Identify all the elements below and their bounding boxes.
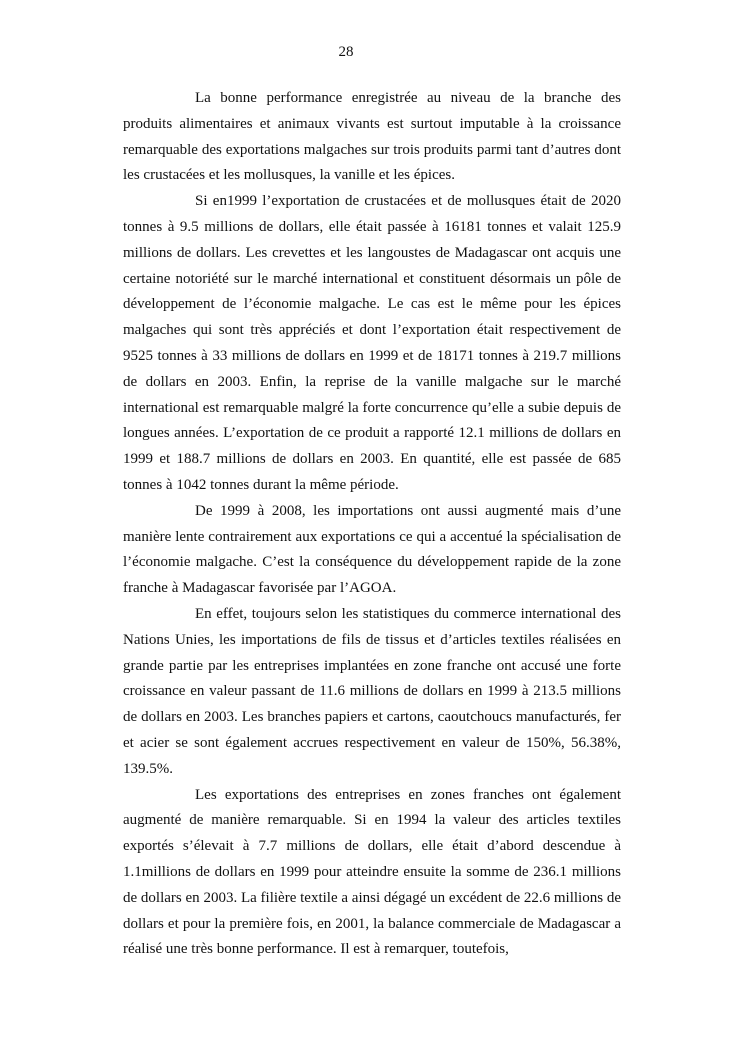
paragraph-free-zone-exports: Les exportations des entreprises en zones franches ont également augmenté de manière remarquable. Si en 1994 la valeur des articles textiles exportés s’élevait à 7.7 millions de dollars, elle était d’abord descendue à 1.1millions de dollars en 1999 pour atteindre ensuite la somme de 236.1 millions de dollars en 2003. La filière textile a ainsi dégagé un excédent de 22.6 millions de dollars et pour la première fois, en 2001, la balance commerciale de Madagascar a réalisé une très bonne performance. Il est à remarquer, toutefois, xyxy=(123,786,621,958)
paragraph-crustaceans-spices-vanilla: Si en1999 l’exportation de crustacées et de mollusques était de 2020 tonnes à 9.5 millions de dollars, elle était passée à 16181 tonnes et valait 125.9 millions de dollars. Les crevettes et les langoustes de Madagascar ont acquis une certaine notoriété sur le marché international et constituent désormais un pôle de développement de l’économie malgache. Le cas est le même pour les épices malgaches qui sont très appréciés et dont l’exportation était respectivement de 9525 tonnes à 33 millions de dollars en 1999 et de 18171 tonnes à 219.7 millions de dollars en 2003. Enfin, la reprise de la vanille malgache sur le marché international est remarquable malgré la forte concurrence qu’elle a subie depuis de longues années. L’exportation de ce produit a rapporté 12.1 millions de dollars en 1999 et 188.7 millions de dollars en 2003. En quantité, elle est passée de 685 tonnes à 1042 tonnes durant la même période. xyxy=(123,193,621,493)
paragraph-imports-growth: De 1999 à 2008, les importations ont aussi augmenté mais d’une manière lente contrairement aux exportations ce qui a accentué la spécialisation de l’économie malgache. C’est la conséquence du développement rapide de la zone franche à Madagascar favorisée par l’AGOA. xyxy=(123,502,621,597)
page-number: 28 xyxy=(338,44,354,60)
paragraph-food-products-performance: La bonne performance enregistrée au niveau de la branche des produits alimentaires et animaux vivants est surtout imputable à la croissance remarquable des exportations malgaches sur trois produits parmi tant d’autres dont les crustacées et les mollusques, la vanille et les épices. xyxy=(123,90,621,184)
document-body xyxy=(123,86,621,963)
paragraph-textile-imports: En effet, toujours selon les statistiques du commerce international des Nations Unies, les importations de fils de tissus et d’articles textiles réalisées en grande partie par les entreprises implantées en zone franche ont accusé une forte croissance en valeur passant de 11.6 millions de dollars en 1999 à 213.5 millions de dollars en 2003. Les branches papiers et cartons, caoutchoucs manufacturés, fer et acier se sont également accrues respectivement en valeur de 150%, 56.38%, 139.5%. xyxy=(123,605,621,777)
